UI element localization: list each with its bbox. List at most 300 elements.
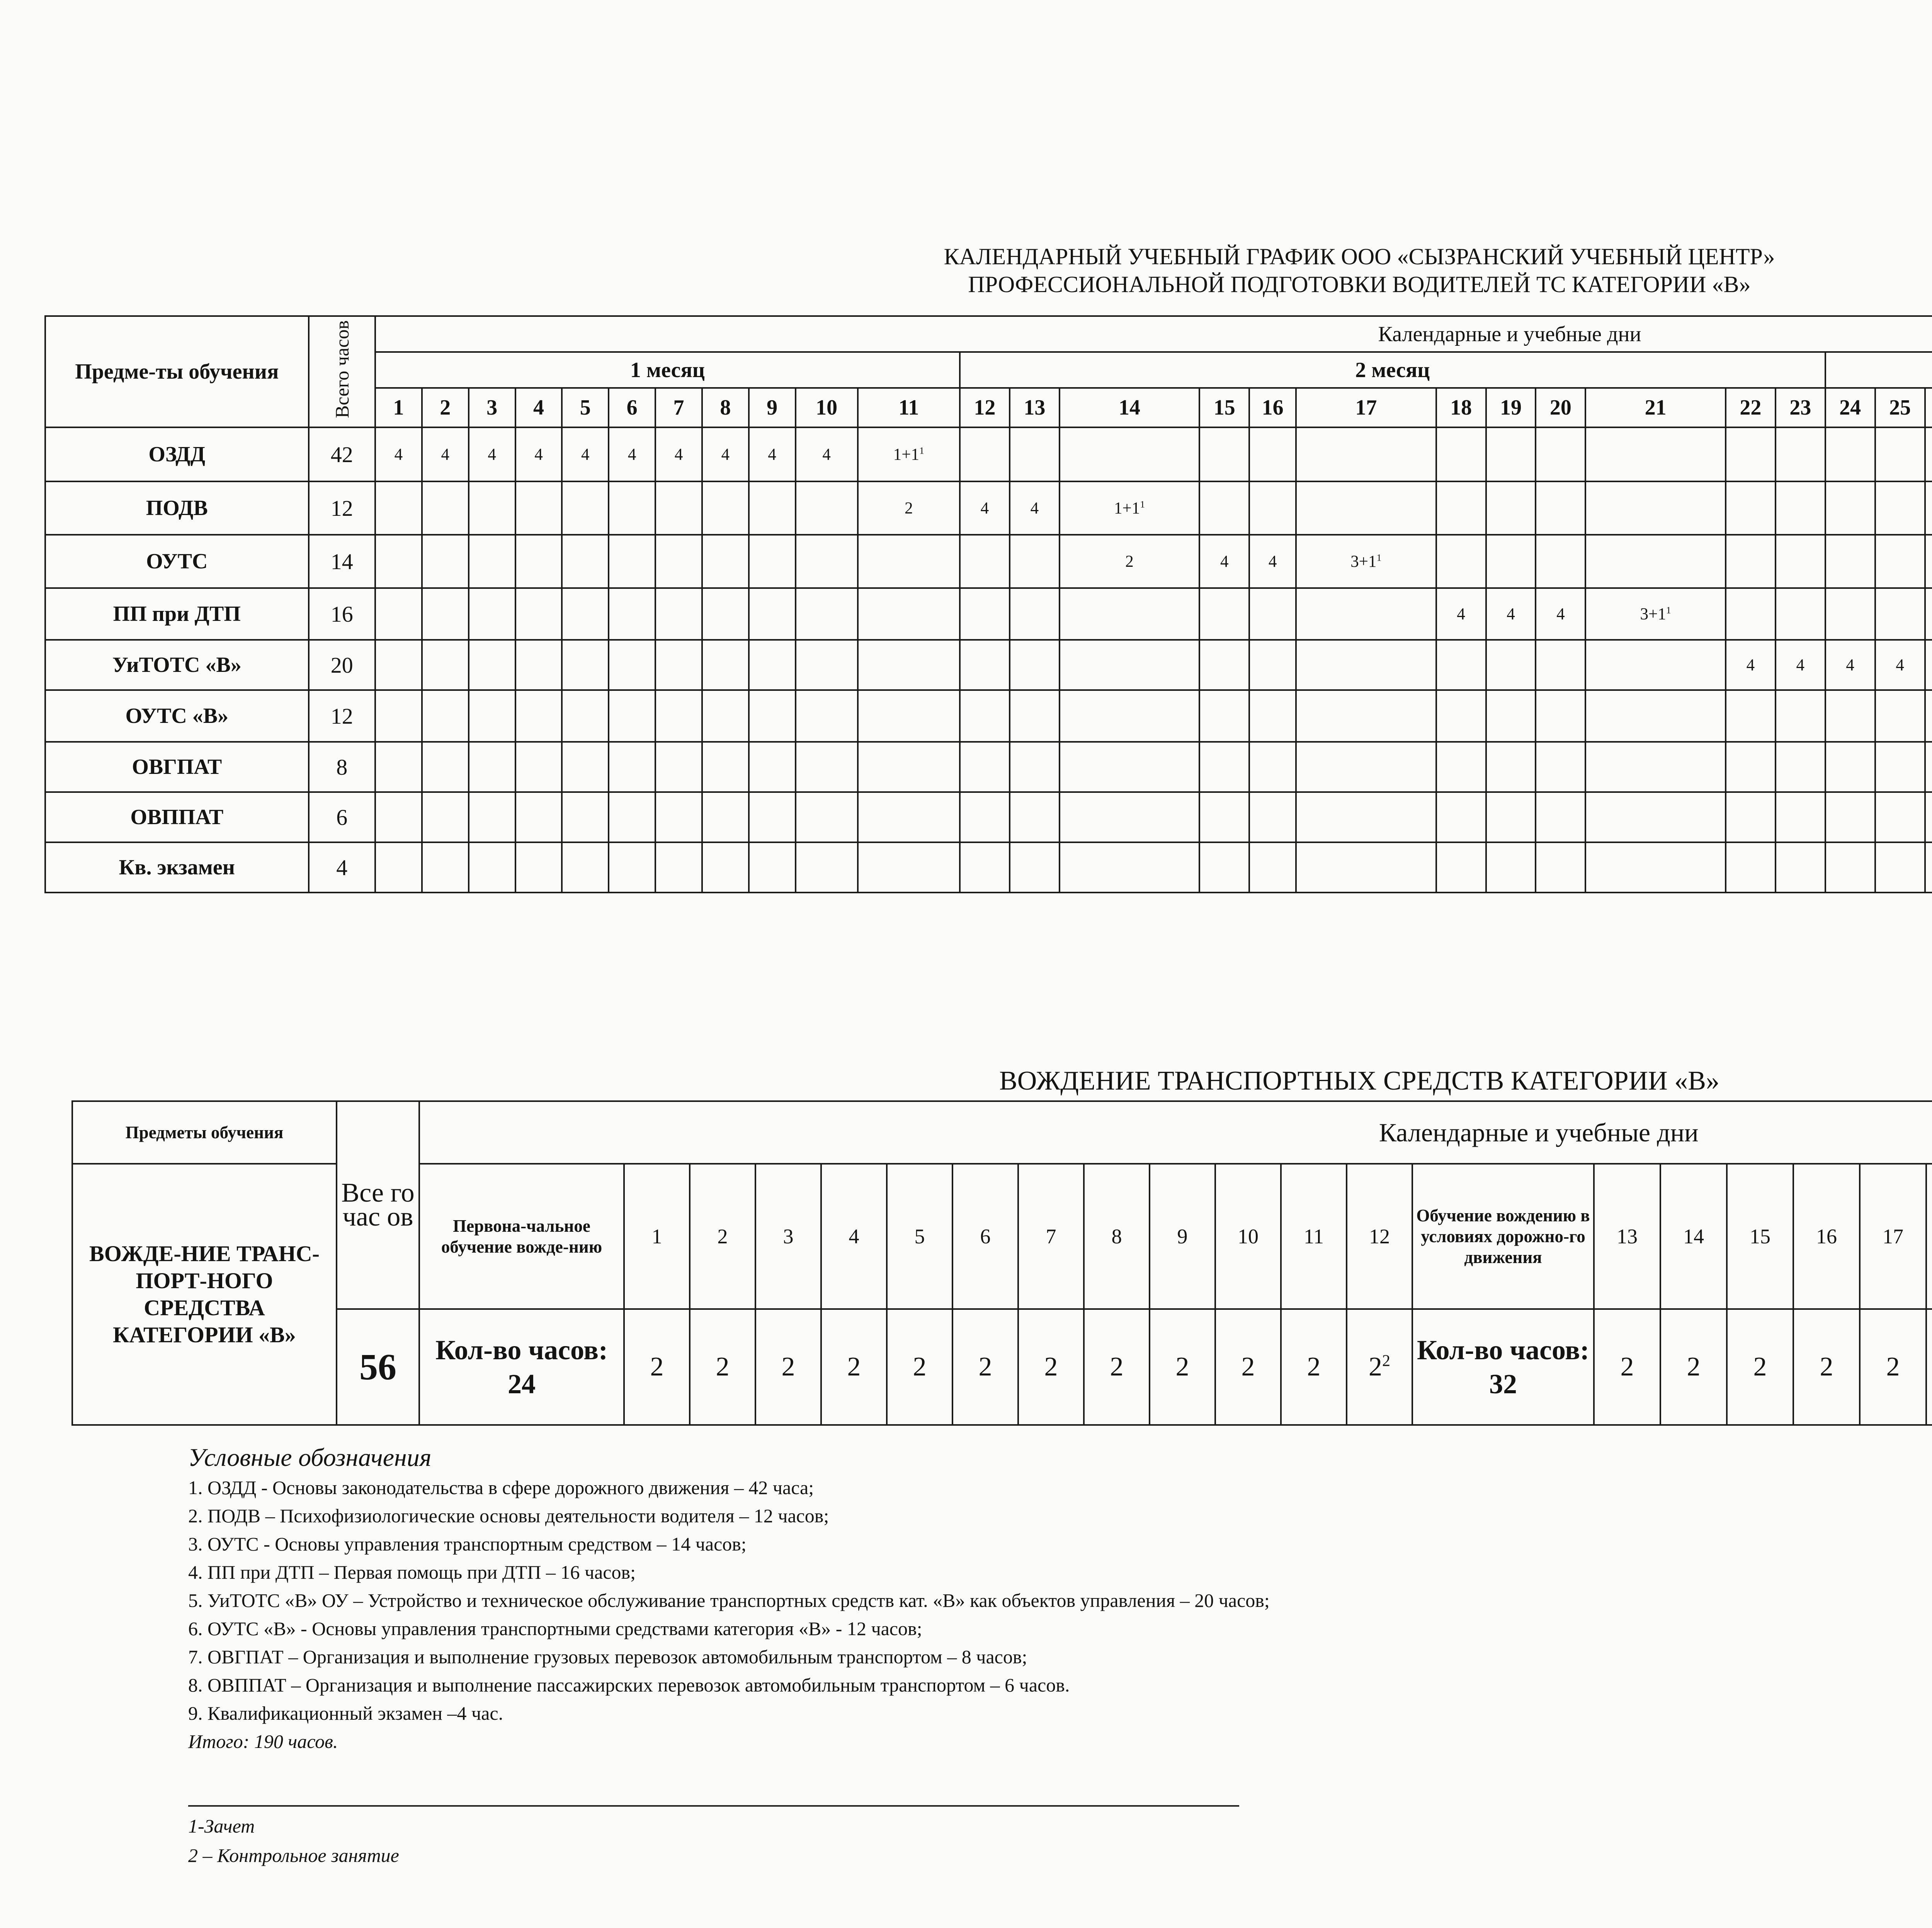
day-cell [1825,588,1875,640]
day-cell [1436,535,1486,588]
day-cell [655,742,702,792]
day-cell [858,742,960,792]
day-cell [858,640,960,690]
day-cell [858,842,960,893]
day-cell [1726,792,1776,842]
day-cell [1776,535,1825,588]
day-cell [375,792,422,842]
day-number: 23 [1776,388,1825,427]
day-cell [562,842,609,893]
driving-hours-cell: 2 [1860,1309,1926,1425]
legend-item: 2. ПОДВ – Психофизиологические основы деятельности водителя – 12 часов; [188,1505,829,1527]
day-cell [960,742,1010,792]
day-cell [796,481,858,535]
day-cell [1925,535,1932,588]
day-cell [1726,481,1776,535]
day-number: 17 [1296,388,1436,427]
day-cell [562,640,609,690]
day-cell [1585,742,1726,792]
day-cell [375,690,422,742]
day-cell [422,640,469,690]
day-cell [858,535,960,588]
day-cell [1436,842,1486,893]
day-cell [1249,792,1296,842]
driving-total-header: Все го час ов [337,1101,419,1309]
day-cell [1010,842,1060,893]
month-header: 2 месяц [960,352,1825,388]
driving-hours-cell: 2 [1660,1309,1727,1425]
driving-hours-cell: 2 [952,1309,1018,1425]
subject-total-hours: 4 [309,842,375,893]
day-cell: 4 [1436,588,1486,640]
driving-hours-cell: 2 [690,1309,755,1425]
day-cell [562,588,609,640]
day-cell [960,427,1010,481]
driving-hours-cell: 2 [821,1309,887,1425]
subject-total-hours: 8 [309,742,375,792]
day-cell: 4 [749,427,796,481]
driving-day-number: 14 [1660,1164,1727,1309]
day-cell [1536,690,1585,742]
day-number: 4 [515,388,562,427]
day-cell [1296,792,1436,842]
day-number: 8 [702,388,749,427]
day-cell [1825,481,1875,535]
day-cell [1925,481,1932,535]
day-cell [469,742,515,792]
legend-item: 5. УиТОТС «В» ОУ – Устройство и техническое обслуживание транспортных средств кат. «В» как объектов управления – 20 часов; [188,1590,1270,1611]
driving-day-number: 2 [690,1164,755,1309]
day-cell [1199,792,1249,842]
day-cell [609,481,655,535]
day-cell [1925,690,1932,742]
day-cell: 4 [1875,640,1925,690]
day-cell [515,481,562,535]
day-cell: 4 [375,427,422,481]
day-cell [1875,427,1925,481]
day-cell [1536,742,1585,792]
day-cell [1436,742,1486,792]
day-cell [749,535,796,588]
day-cell [1249,640,1296,690]
legend-item: 1. ОЗДД - Основы законодательства в сфере дорожного движения – 42 часа; [188,1477,814,1498]
day-cell [422,535,469,588]
day-cell [1486,842,1536,893]
driving-total-hours: 56 [337,1309,419,1425]
day-cell [562,742,609,792]
day-cell [1010,792,1060,842]
day-cell: 4 [796,427,858,481]
day-cell [702,481,749,535]
day-cell [1249,690,1296,742]
day-number: 25 [1875,388,1925,427]
day-cell: $1+1^1$ [858,427,960,481]
day-cell [562,481,609,535]
day-cell [609,842,655,893]
subject-total-hours: 20 [309,640,375,690]
driving-hours-cell: 2 [1281,1309,1347,1425]
driving-day-number [1926,1164,1932,1309]
day-cell [1199,842,1249,893]
day-cell [749,792,796,842]
day-cell [1875,690,1925,742]
driving-hours-cell: 2 [1084,1309,1150,1425]
day-cell [1726,588,1776,640]
subject-name: ОЗДД [45,427,309,481]
table-row [45,588,1932,640]
day-number: 9 [749,388,796,427]
day-cell [702,640,749,690]
day-cell: 4 [562,427,609,481]
table-row [45,690,1932,742]
day-cell [858,588,960,640]
subject-header: Предме-ты обучения [45,316,309,427]
day-cell [1436,640,1486,690]
day-cell [469,535,515,588]
subject-name: ОВППАТ [45,792,309,842]
day-cell [1296,640,1436,690]
day-number: 3 [469,388,515,427]
day-cell [375,742,422,792]
day-cell [1585,690,1726,742]
day-cell [1536,481,1585,535]
day-cell [1585,640,1726,690]
day-cell [702,588,749,640]
day-cell [796,690,858,742]
day-cell [796,535,858,588]
subject-name: УиТОТС «В» [45,640,309,690]
day-cell [1436,690,1486,742]
day-cell [1199,427,1249,481]
driving-day-number: 17 [1860,1164,1926,1309]
day-cell [1060,842,1200,893]
legend-item: 6. ОУТС «В» - Основы управления транспортными средствами категория «В» - 12 часов; [188,1618,922,1639]
day-cell: 4 [655,427,702,481]
day-cell [749,481,796,535]
day-cell [1296,588,1436,640]
legend-total: Итого: 190 часов. [188,1731,338,1752]
footnote-2: 2 – Контрольное занятие [188,1845,399,1866]
day-number [1925,388,1932,427]
total-header: Всего часов [309,316,375,427]
driving-day-number: 11 [1281,1164,1347,1309]
day-cell [609,690,655,742]
page-title-line2: ПРОФЕССИОНАЛЬНОЙ ПОДГОТОВКИ ВОДИТЕЛЕЙ ТС КАТЕГОРИИ «В» [968,272,1751,297]
day-cell [1010,742,1060,792]
day-cell [702,792,749,842]
day-cell [796,588,858,640]
day-cell: 4 [1249,535,1296,588]
day-cell [702,690,749,742]
subject-name: ПОДВ [45,481,309,535]
day-number: 11 [858,388,960,427]
day-cell [655,792,702,842]
day-cell [422,742,469,792]
day-number: 19 [1486,388,1536,427]
table-row [45,535,1932,588]
legend-item: 7. ОВГПАТ – Организация и выполнение грузовых перевозок автомобильным транспортом – 8 часов; [188,1646,1027,1668]
day-number: 22 [1726,388,1776,427]
day-cell [1925,842,1932,893]
day-cell [515,535,562,588]
subject-name: Кв. экзамен [45,842,309,893]
day-cell [469,842,515,893]
day-cell [1486,481,1536,535]
day-cell [1726,427,1776,481]
day-cell [1486,427,1536,481]
day-cell [1436,792,1486,842]
day-cell [562,690,609,742]
day-cell [1875,535,1925,588]
footnote-divider [188,1805,1239,1807]
driving-hours-cell: 2 [624,1309,690,1425]
day-cell [422,690,469,742]
day-cell [515,742,562,792]
day-cell: 4 [1010,481,1060,535]
day-cell [1726,842,1776,893]
legend-heading: Условные обозначения [188,1443,432,1472]
day-cell [1486,792,1536,842]
day-cell [515,640,562,690]
table-row [45,481,1932,535]
day-number: 15 [1199,388,1249,427]
subject-name: ОВГПАТ [45,742,309,792]
day-cell [655,690,702,742]
day-cell [469,690,515,742]
driving-hours-cell: 2 [1150,1309,1215,1425]
day-cell [858,792,960,842]
day-cell [609,792,655,842]
day-cell [1249,588,1296,640]
day-cell: 4 [1536,588,1585,640]
day-cell [1776,481,1825,535]
day-cell: 4 [1825,640,1875,690]
day-cell [655,535,702,588]
driving-day-number: 9 [1150,1164,1215,1309]
day-cell [1296,842,1436,893]
day-cell [1825,792,1875,842]
day-cell [1486,535,1536,588]
day-cell [796,842,858,893]
driving-day-number: 8 [1084,1164,1150,1309]
theory-schedule-table [44,315,1932,893]
day-cell [749,588,796,640]
day-cell [960,842,1010,893]
legend-item: 8. ОВППАТ – Организация и выполнение пассажирских перевозок автомобильным транспортом – 6 часов. [188,1674,1070,1696]
subject-total-hours: 42 [309,427,375,481]
driving-day-number: 12 [1347,1164,1412,1309]
day-cell [702,535,749,588]
day-cell [1825,427,1875,481]
driving-hours-cell: 2 [755,1309,821,1425]
day-cell [796,640,858,690]
day-cell [749,742,796,792]
day-cell [1925,640,1932,690]
day-cell [1249,842,1296,893]
day-number: 12 [960,388,1010,427]
day-number: 20 [1536,388,1585,427]
driving-hours-cell: $2^2$ [1347,1309,1412,1425]
day-cell [655,842,702,893]
legend-item: 4. ПП при ДТП – Первая помощь при ДТП – 16 часов; [188,1561,636,1583]
month-header [1825,352,1932,388]
day-cell [609,742,655,792]
day-cell: $3+1^1$ [1585,588,1726,640]
day-cell [960,690,1010,742]
day-cell [655,640,702,690]
day-cell: 4 [702,427,749,481]
driving-day-number: 13 [1594,1164,1660,1309]
day-number: 16 [1249,388,1296,427]
day-cell [1199,481,1249,535]
day-cell [1536,535,1585,588]
day-cell [1486,640,1536,690]
day-cell [1296,690,1436,742]
day-cell [422,842,469,893]
day-cell [1536,640,1585,690]
day-cell [1776,742,1825,792]
day-cell [1585,481,1726,535]
subject-total-hours: 12 [309,690,375,742]
day-cell [1199,640,1249,690]
day-cell [1536,842,1585,893]
day-number: 2 [422,388,469,427]
driving-day-number: 15 [1727,1164,1793,1309]
day-cell [655,481,702,535]
day-cell: 4 [1776,640,1825,690]
subject-total-hours: 14 [309,535,375,588]
day-cell [1486,742,1536,792]
day-cell: 4 [609,427,655,481]
day-cell [1585,427,1726,481]
day-cell [609,640,655,690]
day-cell: 4 [469,427,515,481]
table-row [45,742,1932,792]
day-cell [1726,535,1776,588]
day-number: 13 [1010,388,1060,427]
day-cell [515,792,562,842]
day-cell [749,690,796,742]
table-row [45,427,1932,481]
phase2-hours: Кол-во часов: 32 [1412,1309,1594,1425]
legend [188,1442,1270,1756]
driving-subject: ВОЖДЕ-НИЕ ТРАНС-ПОРТ-НОГО СРЕДСТВА КАТЕГОРИИ «В» [72,1164,337,1425]
day-cell [609,535,655,588]
day-cell [422,481,469,535]
day-cell [1726,742,1776,792]
day-cell [1776,690,1825,742]
day-number: 18 [1436,388,1486,427]
month-header: 1 месяц [375,352,960,388]
driving-day-number: 4 [821,1164,887,1309]
day-cell [749,640,796,690]
day-cell [1825,842,1875,893]
day-cell [1296,742,1436,792]
day-cell: 4 [1199,535,1249,588]
phase1-label: Первона-чальное обучение вожде-нию [419,1164,624,1309]
footnote-1: 1-Зачет [188,1815,255,1837]
day-cell [858,690,960,742]
day-cell [1486,690,1536,742]
day-cell [1875,742,1925,792]
day-cell [515,588,562,640]
day-number: 21 [1585,388,1726,427]
day-cell: 4 [960,481,1010,535]
day-cell [796,742,858,792]
subject-total-hours: 16 [309,588,375,640]
day-cell [1199,690,1249,742]
driving-day-number: 6 [952,1164,1018,1309]
day-cell [1249,481,1296,535]
day-cell [1536,427,1585,481]
day-cell [960,640,1010,690]
day-number: 24 [1825,388,1875,427]
day-cell: 4 [1486,588,1536,640]
day-cell [1436,481,1486,535]
driving-schedule-table [71,1100,1932,1426]
day-cell [1060,690,1200,742]
subject-name: ОУТС «В» [45,690,309,742]
day-cell [469,640,515,690]
day-cell [1060,588,1200,640]
driving-day-number: 1 [624,1164,690,1309]
day-cell: 4 [422,427,469,481]
day-cell [1925,588,1932,640]
day-cell [1825,742,1875,792]
day-cell [1825,535,1875,588]
day-cell [1925,742,1932,792]
day-cell [1875,842,1925,893]
day-cell [469,588,515,640]
day-cell [702,842,749,893]
day-cell [1825,690,1875,742]
day-cell [1010,427,1060,481]
day-cell [1875,481,1925,535]
phase1-hours: Кол-во часов: 24 [419,1309,624,1425]
driving-hours-cell: 2 [1594,1309,1660,1425]
driving-hours-cell: 2 [887,1309,952,1425]
driving-day-number: 7 [1018,1164,1084,1309]
day-cell [796,792,858,842]
day-number: 1 [375,388,422,427]
phase2-label: Обучение вождению в условиях дорожно-го движения [1412,1164,1594,1309]
table-row [45,640,1932,690]
driving-hours-cell: 2 [1793,1309,1860,1425]
day-cell [1010,535,1060,588]
day-cell [1249,427,1296,481]
day-cell [1776,427,1825,481]
legend-item: 3. ОУТС - Основы управления транспортным средством – 14 часов; [188,1533,747,1555]
day-cell [1199,588,1249,640]
day-number: 7 [655,388,702,427]
day-cell: 4 [515,427,562,481]
day-cell [515,690,562,742]
driving-hours-cell: 2 [1018,1309,1084,1425]
day-cell [1199,742,1249,792]
day-cell [749,842,796,893]
day-cell [1010,640,1060,690]
day-cell [469,792,515,842]
day-cell [702,742,749,792]
day-cell [375,842,422,893]
day-cell: 2 [1060,535,1200,588]
page-title-line1: КАЛЕНДАРНЫЙ УЧЕБНЫЙ ГРАФИК ООО «СЫЗРАНСКИЙ УЧЕБНЫЙ ЦЕНТР» [944,244,1775,269]
driving-day-number: 3 [755,1164,821,1309]
driving-hours-cell [1926,1309,1932,1425]
day-number: 6 [609,388,655,427]
day-cell [422,588,469,640]
driving-title: ВОЖДЕНИЕ ТРАНСПОРТНЫХ СРЕДСТВ КАТЕГОРИИ «В» [999,1066,1719,1096]
